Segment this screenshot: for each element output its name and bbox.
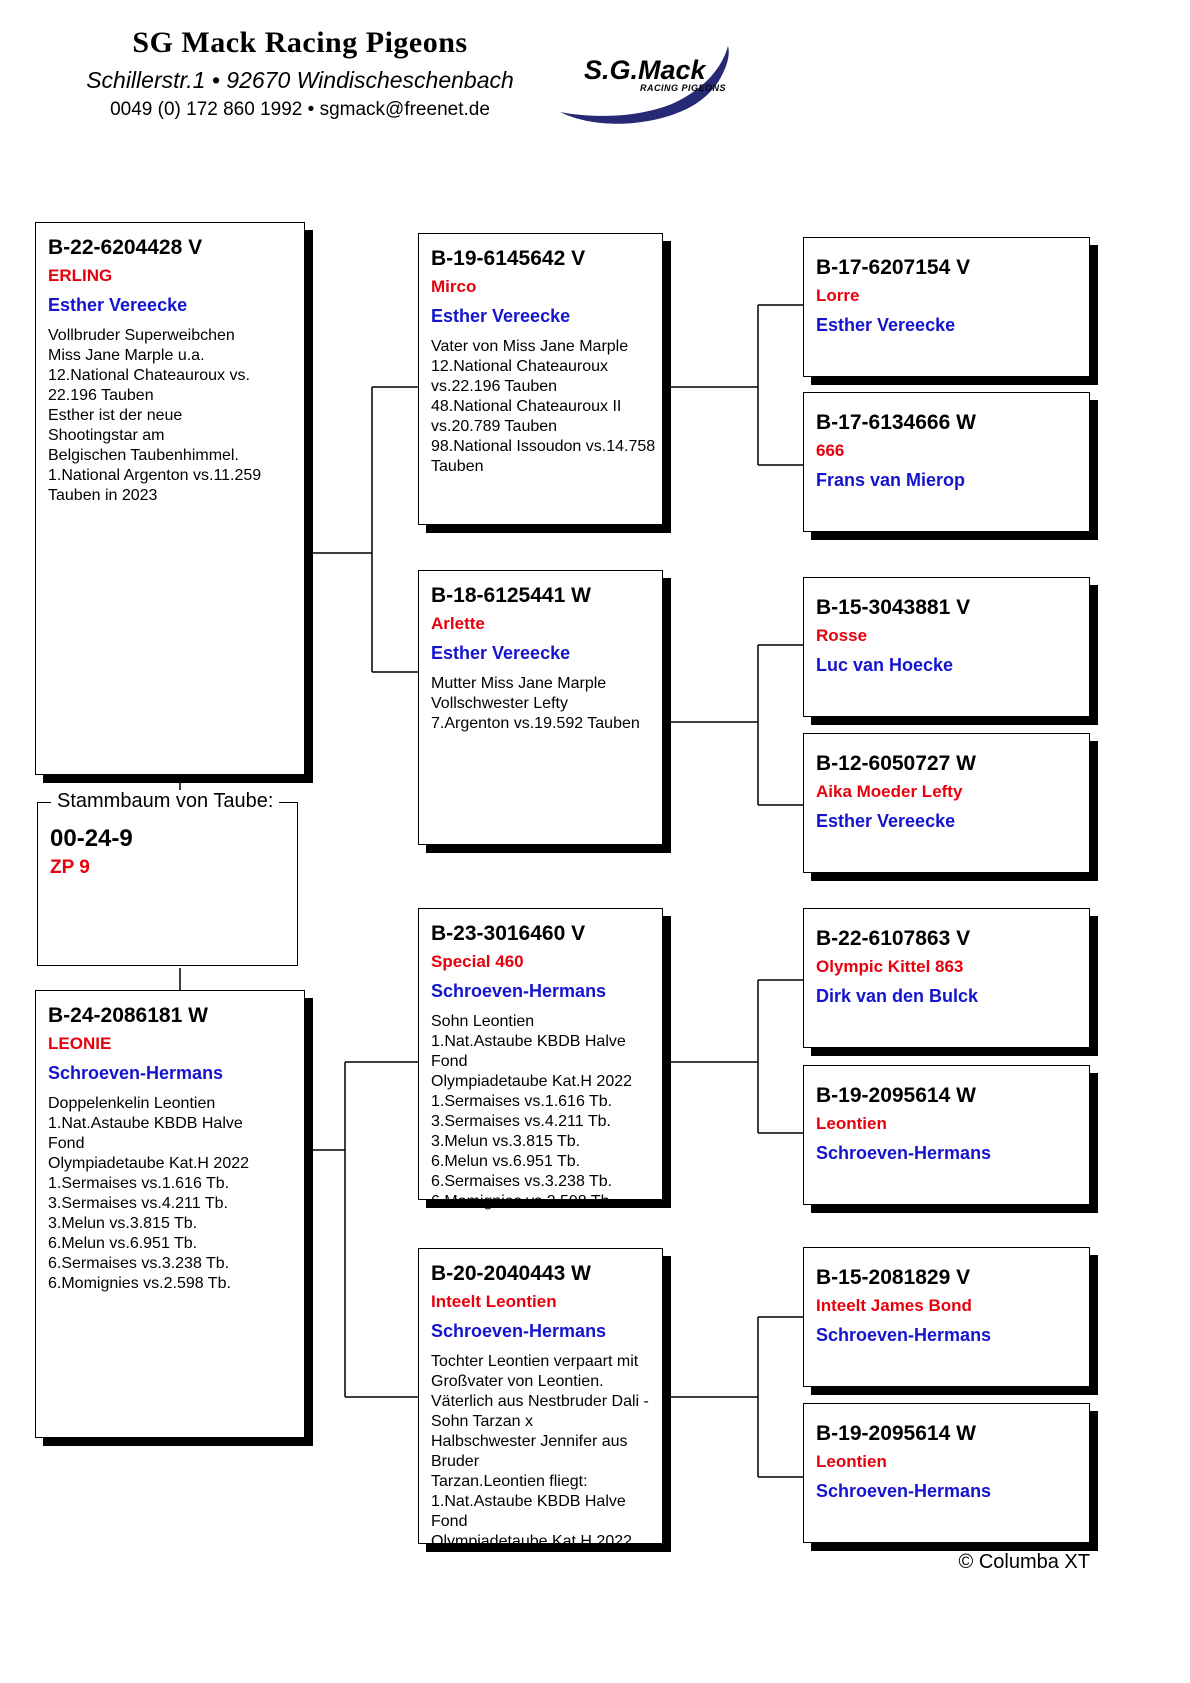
info-line: 1.Sermaises vs.1.616 Tb. [48,1175,230,1192]
loft-logo [558,46,748,144]
pigeon-name: Olympic Kittel 863 [816,957,964,976]
pigeon-name: 666 [816,441,845,460]
pigeon-name: LEONIE [48,1034,112,1053]
info-line: 3.Melun vs.3.815 Tb. [431,1133,581,1150]
info-line: 1.Nat.Astaube KBDB Halve [48,1115,243,1132]
ring-number: B-24-2086181 W [48,1004,208,1027]
info-line: Tochter Leontien verpaart mit [431,1353,639,1370]
owner-name: Luc van Hoecke [816,655,954,675]
info-line: Olympiadetaube Kat.H 2022 [48,1155,250,1172]
ring-number: B-19-2095614 W [816,1422,976,1445]
owner-name: Dirk van den Bulck [816,986,979,1006]
loft-address: Schillerstr.1 • 92670 Windischeschenbach [86,67,514,93]
info-line: 3.Melun vs.3.815 Tb. [48,1215,198,1232]
pigeon-name: Aika Moeder Lefty [816,782,963,801]
info-line: Shootingstar am [48,427,165,444]
ring-number: B-20-2040443 W [431,1262,591,1285]
logo-brand-text: S.G.Mack [584,55,706,85]
pedigree-box-dam-sire [418,908,663,1210]
pedigree-box-sire-dam [418,570,663,845]
pigeon-info [431,674,650,734]
pigeon-name: Mirco [431,277,477,296]
info-line: 7.Argenton vs.19.592 Tauben [431,715,640,732]
info-line: Olympiadetaube Kat.H 2022 [431,1073,633,1090]
info-line: 48.National Chateauroux II [431,398,622,415]
logo-sub-text: RACING PIGEONS [640,83,727,93]
ring-number: B-17-6207154 V [816,256,971,279]
pedigree-box-sire-sire [418,233,663,525]
owner-name: Schroeven-Hermans [816,1325,992,1345]
info-line: Tauben [431,458,484,475]
owner-name: Schroeven-Hermans [431,1321,607,1341]
info-line: Fond [48,1135,85,1152]
pigeon-info [431,1012,650,1212]
pedigree-box-g3-6 [803,1065,1090,1205]
pedigree-box-sire [35,222,305,775]
info-line: Väterlich aus Nestbruder Dali - [431,1393,649,1410]
info-line: 3.Sermaises vs.4.211 Tb. [48,1195,228,1212]
pedigree-box-dam [35,990,305,1438]
subject-pigeon-name: ZP 9 [50,857,90,878]
info-line: 22.196 Tauben [48,387,154,404]
info-line: 1.National Argenton vs.11.259 [48,467,262,484]
pigeon-name: Rosse [816,626,868,645]
owner-name: Schroeven-Hermans [816,1481,992,1501]
info-line: Tarzan.Leontien fliegt: [431,1473,588,1490]
info-line: Vollschwester Lefty [431,695,568,712]
pigeon-name: Special 460 [431,952,524,971]
pigeon-name: ERLING [48,266,113,285]
info-line: Tauben in 2023 [48,487,158,504]
info-line: Belgischen Taubenhimmel. [48,447,239,464]
owner-name: Schroeven-Hermans [431,981,607,1001]
info-line: Vater von Miss Jane Marple [431,338,629,355]
pigeon-info [48,326,292,506]
ring-number: B-19-6145642 V [431,247,586,270]
pedigree-box-g3-3 [803,577,1090,717]
loft-title: SG Mack Racing Pigeons [132,26,468,59]
info-line: Doppelenkelin Leontien [48,1095,216,1112]
info-line: Esther ist der neue [48,407,183,424]
info-line: Vollbruder Superweibchen [48,327,235,344]
pigeon-info [431,337,656,477]
info-line: Fond [431,1053,468,1070]
ring-number: B-15-2081829 V [816,1266,971,1289]
pedigree-box-dam-dam [418,1248,663,1550]
owner-name: Esther Vereecke [816,315,956,335]
info-line: Miss Jane Marple u.a. [48,347,205,364]
ring-number: B-23-3016460 V [431,922,586,945]
pedigree-box-g3-1 [803,237,1090,377]
owner-name: Schroeven-Hermans [816,1143,992,1163]
pedigree-box-g3-2 [803,392,1090,532]
owner-name: Esther Vereecke [48,295,188,315]
info-line: 6.Momignies vs.2.598 Tb. [48,1275,231,1292]
subject-pigeon-box [37,790,298,966]
info-line: 1.Sermaises vs.1.616 Tb. [431,1093,613,1110]
pigeon-name: Inteelt Leontien [431,1292,557,1311]
loft-contact: 0049 (0) 172 860 1992 • sgmack@freenet.de [110,99,490,120]
ring-number: B-17-6134666 W [816,411,976,434]
owner-name: Esther Vereecke [431,643,571,663]
pedigree-box-g3-7 [803,1247,1090,1387]
pigeon-info [431,1352,650,1552]
info-line: 6.Momignies vs.2.598 Tb. [431,1193,614,1210]
info-line: 6.Sermaises vs.3.238 Tb. [431,1173,613,1190]
info-line: 12.National Chateauroux [431,358,609,375]
subject-ring-number: 00-24-9 [50,825,133,852]
ring-number: B-19-2095614 W [816,1084,976,1107]
owner-name: Esther Vereecke [431,306,571,326]
letterhead [40,26,560,121]
info-line: vs.22.196 Tauben [431,378,558,395]
ring-number: B-15-3043881 V [816,596,971,619]
pigeon-info [48,1094,292,1294]
owner-name: Schroeven-Hermans [48,1063,224,1083]
info-line: Halbschwester Jennifer aus [431,1433,628,1450]
info-line: Sohn Tarzan x [431,1413,533,1430]
pedigree-box-g3-4 [803,733,1090,873]
pedigree-box-g3-8 [803,1403,1090,1543]
info-line: 3.Sermaises vs.4.211 Tb. [431,1113,611,1130]
ring-number: B-22-6107863 V [816,927,971,950]
info-line: 6.Sermaises vs.3.238 Tb. [48,1255,230,1272]
info-line: vs.20.789 Tauben [431,418,558,435]
info-line: Großvater von Leontien. [431,1373,604,1390]
ring-number: B-18-6125441 W [431,584,591,607]
info-line: 1.Nat.Astaube KBDB Halve [431,1493,626,1510]
info-line: Olympiadetaube Kat.H 2022 [431,1533,633,1550]
info-line: 6.Melun vs.6.951 Tb. [431,1153,581,1170]
info-line: 6.Melun vs.6.951 Tb. [48,1235,198,1252]
ring-number: B-12-6050727 W [816,752,976,775]
info-line: 12.National Chateauroux vs. [48,367,250,384]
ring-number: B-22-6204428 V [48,236,203,259]
owner-name: Frans van Mierop [816,470,966,490]
subject-legend: Stammbaum von Taube: [51,790,279,813]
pigeon-name: Inteelt James Bond [816,1296,972,1315]
info-line: 1.Nat.Astaube KBDB Halve [431,1033,626,1050]
info-line: Bruder [431,1453,480,1470]
info-line: Fond [431,1513,468,1530]
info-line: Sohn Leontien [431,1013,535,1030]
pigeon-name: Lorre [816,286,860,305]
pigeon-name: Leontien [816,1452,887,1471]
info-line: 98.National Issoudon vs.14.758 [431,438,656,455]
pedigree-box-g3-5 [803,908,1090,1048]
owner-name: Esther Vereecke [816,811,956,831]
copyright-note: © Columba XT [958,1551,1090,1573]
info-line: Mutter Miss Jane Marple [431,675,607,692]
pigeon-name: Leontien [816,1114,887,1133]
pigeon-name: Arlette [431,614,485,633]
